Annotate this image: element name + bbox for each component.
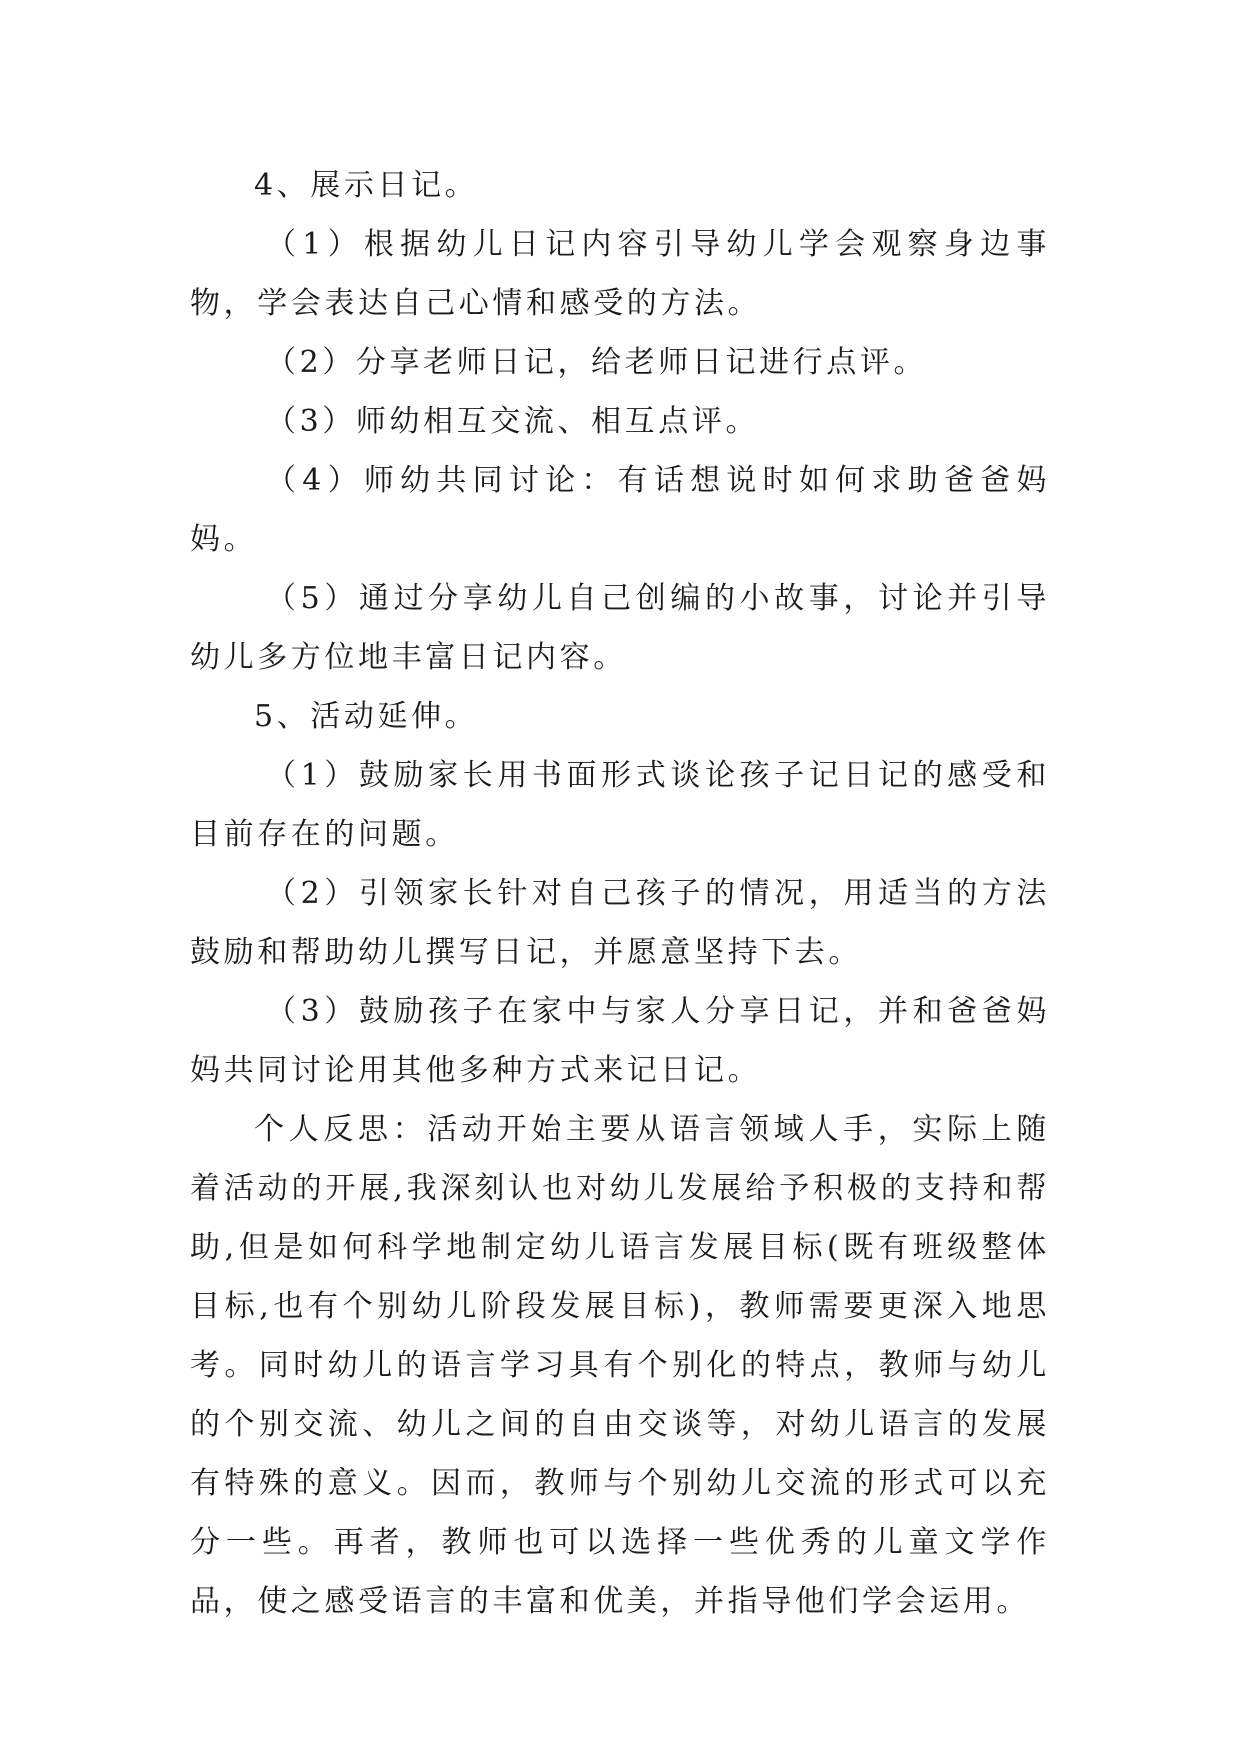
document-page [190, 156, 1050, 1631]
list-item-5-1: （1）鼓励家长用书面形式谈论孩子记日记的感受和目前存在的问题。 [190, 758, 1050, 852]
section-heading-4: 4、展示日记。 [254, 168, 479, 203]
list-item-4-5: （5）通过分享幼儿自己创编的小故事，讨论并引导幼儿多方位地丰富日记内容。 [190, 581, 1050, 675]
section-heading-5: 5、活动延伸。 [254, 699, 479, 734]
reflection-paragraph: 个人反思：活动开始主要从语言领域人手，实际上随着活动的开展,我深刻认也对幼儿发展给予积极的支持和帮助,但是如何科学地制定幼儿语言发展目标(既有班级整体目标,也有个别幼儿阶段发展目标)，教师需要更深入地思考。同时幼儿的语言学习具有个别化的特点，教师与幼儿的个别交流、幼儿之间的自由交谈等，对幼儿语言的发展有特殊的意义。因而，教师与个别幼儿交流的形式可以充分一些。再者，教师也可以选择一些优秀的儿童文学作品，使之感受语言的丰富和优美，并指导他们学会运用。 [190, 1112, 1050, 1619]
list-item-4-1: （1）根据幼儿日记内容引导幼儿学会观察身边事物，学会表达自己心情和感受的方法。 [190, 227, 1050, 321]
list-item-5-3: （3）鼓励孩子在家中与家人分享日记，并和爸爸妈妈共同讨论用其他多种方式来记日记。 [190, 994, 1050, 1088]
list-item-5-2: （2）引领家长针对自己孩子的情况，用适当的方法鼓励和帮助幼儿撰写日记，并愿意坚持下去。 [190, 876, 1050, 970]
list-item-4-3: （3）师幼相互交流、相互点评。 [266, 404, 760, 439]
list-item-4-2: （2）分享老师日记，给老师日记进行点评。 [266, 345, 928, 380]
list-item-4-4: （4）师幼共同讨论：有话想说时如何求助爸爸妈妈。 [190, 463, 1050, 557]
